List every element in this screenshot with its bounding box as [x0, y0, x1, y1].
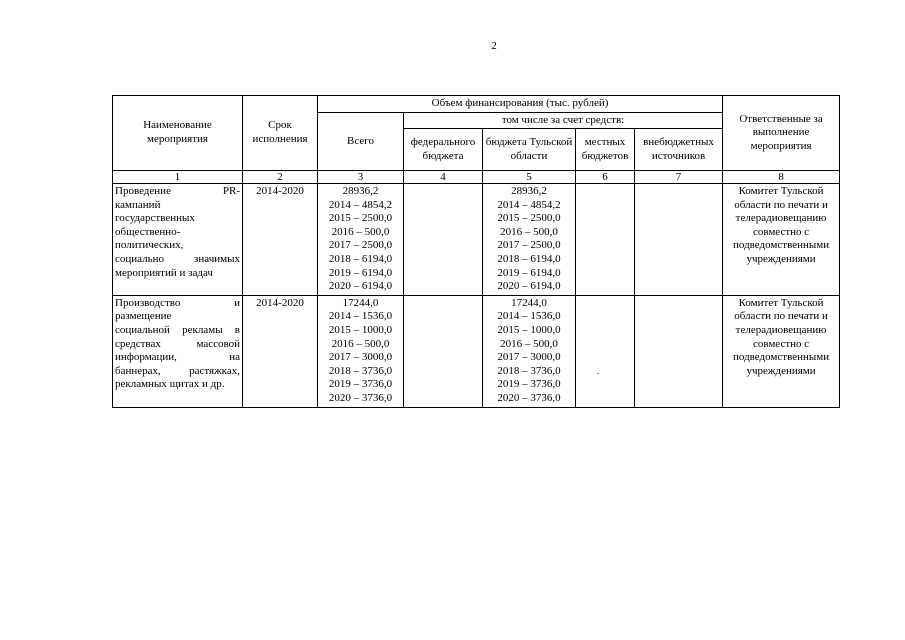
responsible-line: области по печати и [734, 198, 828, 211]
page-number: 2 [491, 40, 497, 52]
regional-value: 2020 – 3736,0 [497, 391, 561, 404]
total-value: 2016 – 500,0 [331, 337, 390, 350]
event-name-line: социальной рекламы в [115, 323, 240, 336]
column-number: 2 [243, 171, 318, 184]
responsible-line: Комитет Тульской [738, 185, 824, 197]
total-value: 2019 – 6194,0 [328, 266, 393, 279]
local-cell [576, 184, 635, 296]
total-cell [318, 184, 404, 296]
regional-cell [483, 184, 576, 296]
term-cell: 2014-2020 [243, 295, 318, 407]
responsible-cell [723, 295, 840, 407]
regional-value: 17244,0 [511, 296, 547, 309]
total-value: 2017 – 2500,0 [328, 239, 393, 252]
column-number: 5 [483, 171, 576, 184]
responsible-line: телерадиовещанию [735, 212, 827, 225]
total-value: 2018 – 3736,0 [328, 364, 393, 377]
regional-value: 28936,2 [511, 185, 547, 197]
column-number: 4 [404, 171, 483, 184]
total-value: 2017 – 3000,0 [328, 351, 393, 364]
responsible-line: учреждениями [746, 364, 816, 377]
responsible-line: Комитет Тульской [738, 296, 824, 309]
event-name-line: Проведение PR- [115, 185, 240, 197]
column-number: 7 [635, 171, 723, 184]
header-volume: Объем финансирования (тыс. рублей) [318, 96, 723, 113]
table-body [113, 184, 840, 408]
table-row [113, 295, 840, 407]
event-name-line: баннерах, растяжках, [115, 364, 240, 377]
total-value: 2015 – 2500,0 [328, 212, 393, 225]
responsible-line: учреждениями [746, 252, 816, 265]
header-extra: внебюджетных источников [635, 129, 723, 171]
total-value: 2020 – 6194,0 [328, 280, 393, 293]
table-row [113, 184, 840, 296]
federal-cell [404, 295, 483, 407]
event-name-line: политических, [115, 239, 184, 252]
extra-cell [635, 295, 723, 407]
header-total: Всего [318, 113, 404, 171]
event-name-line: социально значимых [115, 252, 240, 265]
regional-value: 2016 – 500,0 [500, 337, 558, 350]
financing-table [112, 95, 840, 408]
event-name-line: средствах массовой [115, 337, 240, 350]
header-federal: федерального бюджета [404, 129, 483, 171]
responsible-line: совместно с [752, 337, 810, 350]
total-value: 2020 – 3736,0 [328, 391, 393, 404]
event-name-line: размещение [115, 310, 172, 323]
responsible-line: телерадиовещанию [735, 323, 827, 336]
header-name: Наименование мероприятия [113, 96, 243, 171]
federal-cell [404, 184, 483, 296]
responsible-cell [723, 184, 840, 296]
event-name-line: кампаний [115, 198, 161, 211]
term-cell: 2014-2020 [243, 184, 318, 296]
header-local: местных бюджетов [576, 129, 635, 171]
event-name-line: общественно- [115, 225, 181, 238]
event-name-line: рекламных щитах и др. [115, 378, 225, 391]
event-name-line: мероприятий и задач [115, 266, 213, 279]
column-number: 8 [723, 171, 840, 184]
total-value: 2016 – 500,0 [331, 225, 390, 238]
event-name-cell [113, 184, 243, 296]
total-value: 2014 – 4854,2 [328, 198, 393, 211]
column-number: 1 [113, 171, 243, 184]
scan-speck [597, 373, 599, 374]
responsible-line: области по печати и [734, 310, 828, 323]
header-regional: бюджета Тульской области [483, 129, 576, 171]
regional-value: 2014 – 4854,2 [497, 198, 561, 211]
event-name-cell [113, 295, 243, 407]
total-cell [318, 295, 404, 407]
responsible-line: подведомственными [733, 351, 830, 364]
total-value: 2019 – 3736,0 [328, 378, 393, 391]
column-number: 6 [576, 171, 635, 184]
responsible-line: подведомственными [733, 239, 830, 252]
regional-value: 2016 – 500,0 [500, 225, 558, 238]
event-name-line: информации, на [115, 351, 240, 364]
regional-cell [483, 295, 576, 407]
regional-value: 2015 – 1000,0 [497, 323, 561, 336]
total-value: 28936,2 [342, 185, 379, 197]
header-term: Срок исполнения [243, 96, 318, 171]
total-value: 2018 – 6194,0 [328, 252, 393, 265]
regional-value: 2017 – 2500,0 [497, 239, 561, 252]
extra-cell [635, 184, 723, 296]
regional-value: 2018 – 3736,0 [497, 364, 561, 377]
header-responsible: Ответственные за выполнение мероприятия [723, 96, 840, 171]
column-number: 3 [318, 171, 404, 184]
regional-value: 2014 – 1536,0 [497, 310, 561, 323]
event-name-line: Производство и [115, 296, 240, 309]
regional-value: 2020 – 6194,0 [497, 280, 561, 293]
event-name-line: государственных [115, 212, 195, 225]
local-cell [576, 295, 635, 407]
total-value: 2015 – 1000,0 [328, 323, 393, 336]
total-value: 17244,0 [342, 296, 379, 309]
regional-value: 2018 – 6194,0 [497, 252, 561, 265]
regional-value: 2015 – 2500,0 [497, 212, 561, 225]
responsible-line: совместно с [752, 225, 810, 238]
regional-value: 2017 – 3000,0 [497, 351, 561, 364]
regional-value: 2019 – 3736,0 [497, 378, 561, 391]
header-including: том числе за счет средств: [404, 113, 723, 129]
regional-value: 2019 – 6194,0 [497, 266, 561, 279]
total-value: 2014 – 1536,0 [328, 310, 393, 323]
